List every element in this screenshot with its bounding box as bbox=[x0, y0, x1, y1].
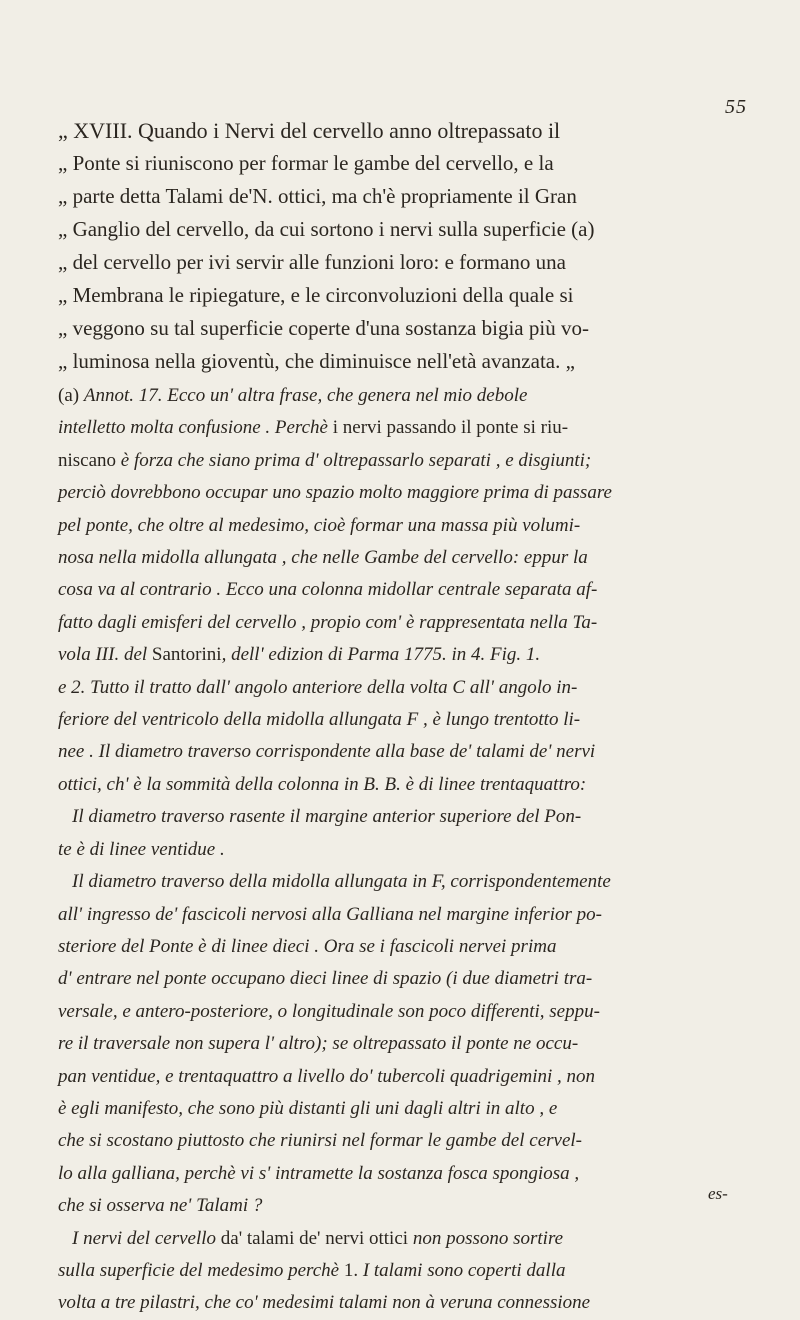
footnote-line bbox=[58, 704, 760, 736]
footnote-line bbox=[58, 1287, 760, 1319]
footnote-run: nosa nella midolla allungata , che nelle Gambe del cervello: eppur la bbox=[58, 547, 588, 569]
footnote-line bbox=[58, 380, 760, 412]
footnote-run: all' ingresso de' fascicoli nervosi alla Galliana nel margine inferior po- bbox=[58, 903, 602, 925]
footnote-run: i nervi passando il ponte si riu- bbox=[332, 417, 569, 439]
footnote-run: Santorini bbox=[151, 644, 222, 666]
main-text-line: „ parte detta Talami de'N. ottici, ma ch'è propriamente il Gran bbox=[58, 184, 577, 208]
footnote-run: è egli manifesto, che sono più distanti gli uni dagli altri in alto , e bbox=[58, 1097, 558, 1119]
main-text-line: „ Ponte si riuniscono per formar le gambe del cervello, e la bbox=[58, 151, 554, 175]
footnote-line bbox=[58, 1158, 760, 1190]
catchword: es- bbox=[708, 1184, 728, 1203]
main-text bbox=[58, 114, 758, 378]
footnote-run: d' entrare nel ponte occupano dieci linee di spazio (i due diametri tra- bbox=[58, 968, 593, 990]
footnote-run: volta a tre pilastri, che co' medesimi talami non à veruna connessione bbox=[58, 1292, 591, 1314]
footnote-line bbox=[58, 769, 760, 801]
footnote-line bbox=[58, 931, 760, 963]
footnote-run: vola III. del bbox=[58, 644, 152, 666]
footnote-run: versale, e antero-posteriore, o longitudinale son poco differenti, seppu- bbox=[58, 1000, 600, 1022]
footnote-run: lo alla galliana, perchè vi s' intramette la sostanza fosca spongiosa , bbox=[58, 1162, 580, 1184]
main-text-line: „ del cervello per ivi servir alle funzioni loro: e formano una bbox=[58, 250, 566, 274]
main-text-line: „ Membrana le ripiegature, e le circonvoluzioni della quale si bbox=[58, 283, 574, 307]
footnote-run: è forza che siano prima d' oltrepassarlo separati , e disgiunti; bbox=[120, 449, 592, 471]
footnote-run: sulla superficie del medesimo perchè bbox=[58, 1259, 344, 1281]
footnote-line bbox=[58, 1093, 760, 1125]
footnote-run: Annot. 17. Ecco un' altra frase, che genera nel mio debole bbox=[83, 385, 528, 406]
main-text-line: „ Ganglio del cervello, da cui sortono i nervi sulla superficie (a) bbox=[58, 217, 595, 241]
footnote-run: da' talami de' nervi ottici bbox=[220, 1227, 413, 1249]
footnote-run: I nervi del cervello bbox=[72, 1227, 221, 1249]
footnote-line bbox=[58, 1028, 760, 1060]
footnote-line bbox=[58, 607, 760, 639]
footnote-run: I talami sono coperti dalla bbox=[362, 1259, 566, 1281]
main-text-line: „ XVIII. Quando i Nervi del cervello anno oltrepassato il bbox=[58, 118, 561, 143]
footnote-line bbox=[58, 1223, 760, 1255]
footnote-run: steriore del Ponte è di linee dieci . Ora se i fascicoli nervei prima bbox=[58, 935, 557, 957]
footnote-run: feriore del ventricolo della midolla allungata F , è lungo trentotto li- bbox=[58, 709, 581, 731]
footnote-line bbox=[58, 445, 760, 477]
footnote-run: te è di linee ventidue . bbox=[58, 838, 225, 860]
footnote-line bbox=[58, 477, 760, 509]
footnote-run: pel ponte, che oltre al medesimo, cioè formar una massa più volumi- bbox=[58, 514, 581, 536]
footnote-line bbox=[58, 542, 760, 574]
footnote-line bbox=[58, 996, 760, 1028]
footnote-run: nee . Il diametro traverso corrispondente alla base de' talami de' nervi bbox=[58, 741, 596, 763]
footnote-run: cosa va al contrario . Ecco una colonna midollar centrale separata af- bbox=[58, 579, 598, 601]
footnote-run: fatto dagli emisferi del cervello , propio com' è rappresentata nella Ta- bbox=[58, 611, 598, 633]
footnote-run: intelletto molta confusione . Perchè bbox=[58, 417, 333, 439]
footnote-line bbox=[58, 639, 760, 671]
footnote-run: , dell' edizion di Parma 1775. in 4. Fig. 1. bbox=[221, 644, 541, 666]
footnote-line bbox=[58, 412, 760, 444]
footnote-run: re il traversale non supera l' altro); se oltrepassato il ponte ne occu- bbox=[58, 1033, 579, 1055]
footnote-run: niscano bbox=[58, 449, 121, 471]
footnote-line bbox=[58, 672, 760, 704]
footnote-run: ottici, ch' è la sommità della colonna in B. B. è di linee trentaquattro: bbox=[58, 773, 587, 795]
footnotes bbox=[58, 380, 760, 1320]
footnote-line bbox=[58, 574, 760, 606]
footnote-line bbox=[58, 866, 760, 898]
footnote-run: Il diametro traverso della midolla allungata in F, corrispondentemente bbox=[72, 871, 611, 893]
page-number: 55 bbox=[725, 96, 747, 118]
footnote-line bbox=[58, 834, 760, 866]
footnote-run: pan ventidue, e trentaquattro a livello do' tubercoli quadrigemini , non bbox=[58, 1065, 596, 1087]
footnote-line bbox=[58, 1190, 760, 1222]
footnote-run: Il diametro traverso rasente il margine anterior superiore del Pon- bbox=[72, 806, 582, 828]
footnote-run: non possono sortire bbox=[412, 1227, 564, 1249]
footnote-run: perciò dovrebbono occupar uno spazio molto maggiore prima di passare bbox=[58, 482, 612, 504]
footnote-line bbox=[58, 1255, 760, 1287]
footnote-line bbox=[58, 1125, 760, 1157]
footnote-line bbox=[58, 963, 760, 995]
footnote-line bbox=[58, 801, 760, 833]
footnote-line bbox=[58, 510, 760, 542]
footnote-run: e 2. Tutto il tratto dall' angolo anteriore della volta C all' angolo in- bbox=[58, 676, 578, 698]
main-text-line: „ veggono su tal superficie coperte d'una sostanza bigia più vo- bbox=[58, 316, 589, 340]
footnote-run: 1. bbox=[343, 1259, 363, 1281]
footnote-run: (a) bbox=[58, 385, 84, 406]
footnote-run: che si scostano piuttosto che riunirsi nel formar le gambe del cervel- bbox=[58, 1130, 582, 1152]
footnote-line bbox=[58, 1061, 760, 1093]
footnote-line bbox=[58, 736, 760, 768]
footnote-run: che si osserva ne' Talami ? bbox=[58, 1195, 263, 1217]
main-text-line: „ luminosa nella gioventù, che diminuisce nell'età avanzata. „ bbox=[58, 349, 575, 373]
footnote-line bbox=[58, 899, 760, 931]
